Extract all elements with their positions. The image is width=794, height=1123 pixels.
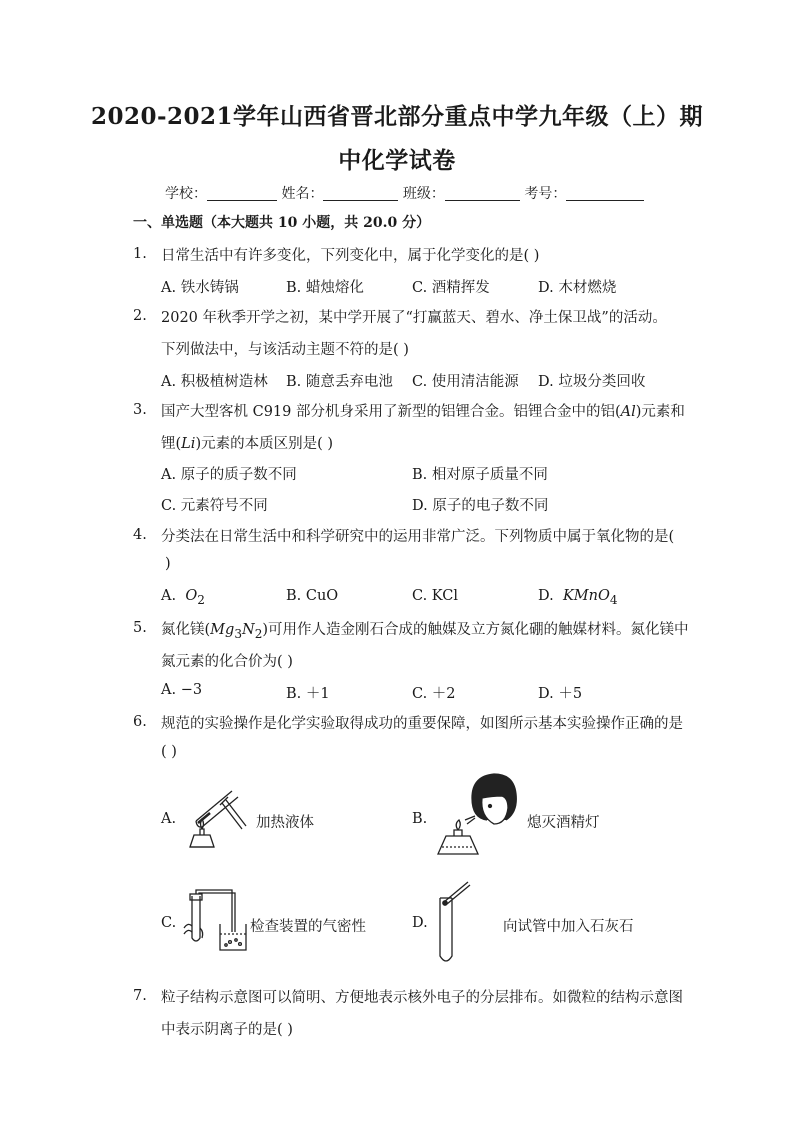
question-1-number: 1. bbox=[133, 246, 147, 262]
question-3-number: 3. bbox=[133, 402, 147, 418]
question-5-stem-line2: 氮元素的化合价为( ) bbox=[161, 654, 293, 670]
question-1-option-d: D. 木材燃烧 bbox=[538, 280, 617, 296]
question-4-number: 4. bbox=[133, 527, 147, 543]
question-3-option-a: A. 原子的质子数不同 bbox=[161, 467, 297, 483]
question-7-stem-line2: 中表示阴离子的是( ) bbox=[161, 1022, 293, 1038]
question-1-option-b: B. 蜡烛熔化 bbox=[286, 280, 364, 296]
question-2-number: 2. bbox=[133, 308, 147, 324]
question-5-option-c: C. ＋2 bbox=[412, 686, 456, 702]
oxygen-formula: O bbox=[185, 588, 198, 604]
question-1-stem: 日常生活中有许多变化，下列变化中，属于化学变化的是( ) bbox=[161, 248, 540, 264]
question-2-stem-line2: 下列做法中，与该活动主题不符的是( ) bbox=[161, 342, 409, 358]
question-6-number: 6. bbox=[133, 714, 147, 730]
blow-out-lamp-illustration bbox=[432, 768, 527, 863]
question-5-text-b: )可用作人造金刚石合成的触媒及立方氮化硼的触媒材料。氮化镁中 bbox=[262, 622, 689, 638]
oxygen-subscript: 2 bbox=[197, 592, 205, 607]
question-4-option-b: B. CuO bbox=[286, 588, 339, 604]
student-info-row bbox=[165, 183, 644, 203]
name-blank bbox=[323, 186, 398, 201]
permanganate-formula: KMnO bbox=[562, 588, 610, 604]
question-6-stem-line1: 规范的实验操作是化学实验取得成功的重要保障，如图所示基本实验操作正确的是 bbox=[161, 716, 683, 732]
school-label: 学校： bbox=[165, 186, 207, 202]
question-4-option-a bbox=[161, 588, 205, 607]
question-6-option-c-letter: C. bbox=[161, 915, 177, 931]
option-a-letter: A. bbox=[161, 588, 177, 604]
question-5-stem-line1 bbox=[161, 618, 689, 641]
question-2-option-b: B. 随意丢弃电池 bbox=[286, 374, 393, 390]
question-3-option-d: D. 原子的电子数不同 bbox=[412, 498, 549, 514]
exam-number-label: 考号： bbox=[524, 186, 567, 202]
question-7-number: 7. bbox=[133, 988, 147, 1004]
add-limestone-illustration bbox=[434, 878, 474, 968]
question-4-stem-line1: 分类法在日常生活中和科学研究中的运用非常广泛。下列物质中属于氧化物的是( bbox=[161, 529, 675, 545]
question-2-option-a: A. 积极植树造林 bbox=[161, 374, 268, 390]
question-5-option-b: B. ＋1 bbox=[286, 686, 330, 702]
school-blank bbox=[207, 186, 277, 201]
lithium-symbol: Li bbox=[181, 436, 196, 452]
question-3-text-d: )元素的本质区别是( ) bbox=[195, 436, 334, 452]
question-4-option-c: C. KCl bbox=[412, 588, 458, 604]
exam-title-line1: 2020-2021学年山西省晋北部分重点中学九年级（上）期 bbox=[90, 103, 704, 130]
airtightness-check-illustration bbox=[180, 888, 252, 956]
question-3-stem-line2 bbox=[161, 432, 333, 453]
question-5-text-a: 氮化镁( bbox=[161, 622, 211, 638]
question-7-stem-line1: 粒子结构示意图可以简明、方便地表示核外电子的分层排布。如微粒的结构示意图 bbox=[161, 990, 683, 1006]
question-3-text-a: 国产大型客机 C919 部分机身采用了新型的铝锂合金。铝锂合金中的铝( bbox=[161, 404, 621, 420]
permanganate-subscript: 4 bbox=[609, 592, 618, 607]
question-6-option-b-caption: 熄灭酒精灯 bbox=[527, 815, 600, 831]
question-4-option-d bbox=[538, 588, 618, 607]
heating-liquid-illustration bbox=[180, 785, 255, 855]
question-3-stem-line1 bbox=[161, 400, 685, 421]
question-6-option-c-caption: 检查装置的气密性 bbox=[250, 919, 366, 935]
question-6-option-d-caption: 向试管中加入石灰石 bbox=[503, 919, 634, 935]
question-3-option-b: B. 相对原子质量不同 bbox=[412, 467, 548, 483]
mg-symbol: Mg bbox=[210, 622, 235, 638]
exam-number-blank bbox=[566, 186, 644, 201]
question-2-option-c: C. 使用清洁能源 bbox=[412, 374, 519, 390]
aluminum-symbol: Al bbox=[620, 404, 636, 420]
question-3-text-c: 锂( bbox=[161, 436, 182, 452]
option-d-letter: D. bbox=[538, 588, 554, 604]
question-6-option-a-letter: A. bbox=[161, 811, 177, 827]
question-5-number: 5. bbox=[133, 620, 147, 636]
mg-subscript: 3 bbox=[234, 626, 242, 641]
question-2-option-d: D. 垃圾分类回收 bbox=[538, 374, 646, 390]
question-6-stem-line2: ( ) bbox=[161, 744, 177, 760]
question-5-option-d: D. ＋5 bbox=[538, 686, 583, 702]
name-label: 姓名： bbox=[281, 186, 324, 202]
class-label: 班级： bbox=[402, 186, 445, 202]
exam-title-line2: 中化学试卷 bbox=[338, 147, 456, 174]
question-3-text-b: )元素和 bbox=[635, 404, 685, 420]
question-2-stem-line1: 2020 年秋季开学之初，某中学开展了“打赢蓝天、碧水、净土保卫战”的活动。 bbox=[161, 310, 667, 326]
question-1-option-c: C. 酒精挥发 bbox=[412, 280, 490, 296]
section-heading: 一、单选题（本大题共 10 小题，共 20.0 分） bbox=[133, 215, 431, 231]
class-blank bbox=[445, 186, 520, 201]
question-3-option-c: C. 元素符号不同 bbox=[161, 498, 268, 514]
question-1-option-a: A. 铁水铸锅 bbox=[161, 280, 239, 296]
question-6-option-b-letter: B. bbox=[412, 811, 428, 827]
question-5-option-a: A. −3 bbox=[161, 682, 203, 698]
n-symbol: N bbox=[242, 622, 255, 638]
question-6-option-a-caption: 加热液体 bbox=[256, 815, 314, 831]
n-subscript: 2 bbox=[254, 626, 263, 641]
question-4-stem-line2: ) bbox=[165, 556, 171, 572]
question-6-option-d-letter: D. bbox=[412, 915, 428, 931]
